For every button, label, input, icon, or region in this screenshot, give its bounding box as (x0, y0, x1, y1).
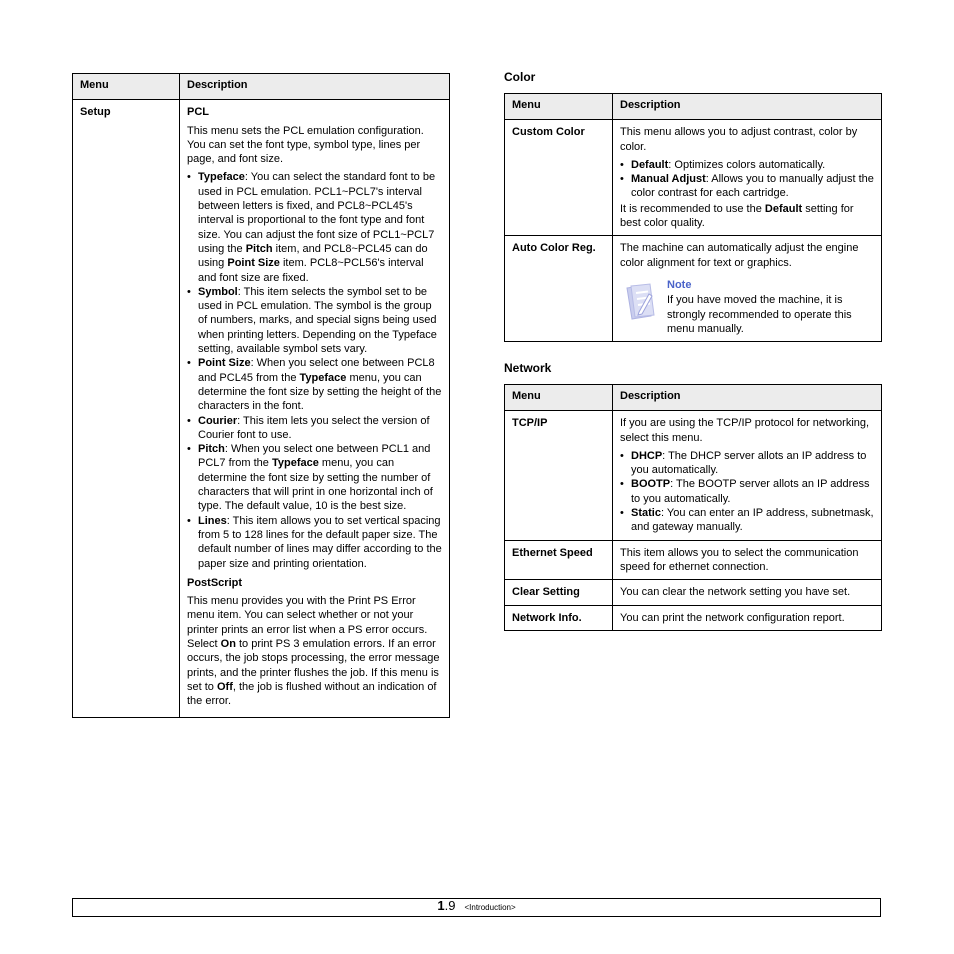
setup-menu-table (72, 73, 450, 718)
note-content (667, 278, 874, 336)
list-item-default: • Default: Optimizes colors automatically. (620, 158, 874, 172)
menu-cell-network-info: Network Info. (505, 605, 613, 630)
menu-cell-clear-setting: Clear Setting (505, 580, 613, 605)
page-footer (72, 898, 881, 917)
table-header-row (505, 385, 882, 411)
list-item-bootp: • BOOTP: The BOOTP server allots an IP address to you automatically. (620, 477, 874, 506)
network-menu-table (504, 384, 882, 631)
table-row (73, 100, 450, 718)
custom-color-intro: This menu allows you to adjust contrast, color by color. (620, 126, 858, 153)
page-number-page: .9 (444, 898, 456, 913)
note-box (620, 278, 874, 336)
list-item-pitch: • Pitch: When you select one between PCL1 and PCL7 from the Typeface menu, you can determine the font size by setting the number of characters that will print in one horizontal inch of type. The default value, 10 is the best size. (187, 442, 442, 513)
menu-column-header: Menu (505, 94, 613, 120)
footer-section-label: <Introduction> (464, 903, 516, 912)
description-column-header: Description (613, 94, 882, 120)
note-text: If you have moved the machine, it is strongly recommended to operate this menu manually. (667, 294, 852, 335)
menu-cell-setup: Setup (73, 100, 180, 718)
table-row (505, 411, 882, 540)
description-cell-ethernet-speed: This item allows you to select the communication speed for ethernet connection. (613, 540, 882, 580)
pcl-heading: PCL (187, 106, 209, 119)
description-cell-network-info: You can print the network configuration report. (613, 605, 882, 630)
description-cell-setup (180, 100, 450, 718)
table-row (505, 236, 882, 342)
description-cell-custom-color (613, 120, 882, 236)
description-cell-tcp-ip (613, 411, 882, 540)
menu-cell-auto-color-reg: Auto Color Reg. (505, 236, 613, 342)
table-row (505, 540, 882, 580)
note-title: Note (667, 278, 692, 291)
description-column-header: Description (613, 385, 882, 411)
pcl-intro: This menu sets the PCL emulation configuration. You can set the font type, symbol type, lines per page, and font size. (187, 124, 424, 166)
color-section-title: Color (504, 70, 536, 84)
list-item-point-size: • Point Size: When you select one between PCL8 and PCL45 from the Typeface menu, you can determine the font size by setting the height of the characters in the font. (187, 356, 442, 413)
list-item-typeface: • Typeface: You can select the standard font to be used in PCL emulation. PCL1~PCL7's interval between letters is fixed, and PCL8~PCL45's interval is proportional to the font type and font size. You can adjust the font size of PCL1~PCL7 using the Pitch item, and PCL8~PCL45 can do using Point Size item. PCL8~PCL56's interval and font size are fixed. (187, 170, 442, 284)
list-item-lines: • Lines: This item allows you to set vertical spacing from 5 to 128 lines for the default paper size. The default number of lines may differ according to the paper size and printing orientation. (187, 514, 442, 571)
table-row (505, 120, 882, 236)
auto-color-reg-description: The machine can automatically adjust the engine color alignment for text or graphics. (620, 242, 859, 269)
tcp-ip-intro: If you are using the TCP/IP protocol for networking, select this menu. (620, 417, 870, 444)
list-item-symbol: • Symbol: This item selects the symbol set to be used in PCL emulation. The symbol is the group of numbers, marks, and special signs being used when printing letters. Depending on the Typeface setting, available symbol sets vary. (187, 285, 442, 356)
table-row (505, 580, 882, 605)
table-header-row (505, 94, 882, 120)
tcp-ip-options-list (620, 449, 874, 535)
menu-cell-ethernet-speed: Ethernet Speed (505, 540, 613, 580)
description-cell-auto-color-reg (613, 236, 882, 342)
network-section-title: Network (504, 361, 552, 375)
list-item-dhcp: • DHCP: The DHCP server allots an IP address to you automatically. (620, 449, 874, 478)
color-menu-table (504, 93, 882, 342)
menu-cell-tcp-ip: TCP/IP (505, 411, 613, 540)
menu-cell-custom-color: Custom Color (505, 120, 613, 236)
list-item-static: • Static: You can enter an IP address, subnetmask, and gateway manually. (620, 506, 874, 535)
custom-color-options-list (620, 158, 874, 201)
description-cell-clear-setting: You can clear the network setting you have set. (613, 580, 882, 605)
postscript-heading: PostScript (187, 576, 243, 589)
note-icon (624, 282, 658, 322)
page-number-chapter: 1 (437, 898, 445, 913)
list-item-manual-adjust: • Manual Adjust: Allows you to manually adjust the color contrast for each cartridge. (620, 172, 874, 201)
custom-color-recommendation: It is recommended to use the Default setting for best color quality. (620, 202, 854, 230)
menu-column-header: Menu (505, 385, 613, 411)
list-item-courier: • Courier: This item lets you select the version of Courier font to use. (187, 414, 442, 443)
pcl-options-list (187, 170, 442, 570)
menu-column-header: Menu (73, 74, 180, 100)
description-column-header: Description (180, 74, 450, 100)
postscript-description: This menu provides you with the Print PS Error menu item. You can select whether or not your printer prints an error list when a PS error occurs. Select On to print PS 3 emulation errors. If an error occurs, the job stops processing, the error message prints, and the printer flushes the job. If this menu is set to Off, the job is flushed without an indication of the error. (187, 595, 440, 708)
table-header-row (73, 74, 450, 100)
table-row (505, 605, 882, 630)
footer-content (73, 899, 880, 915)
